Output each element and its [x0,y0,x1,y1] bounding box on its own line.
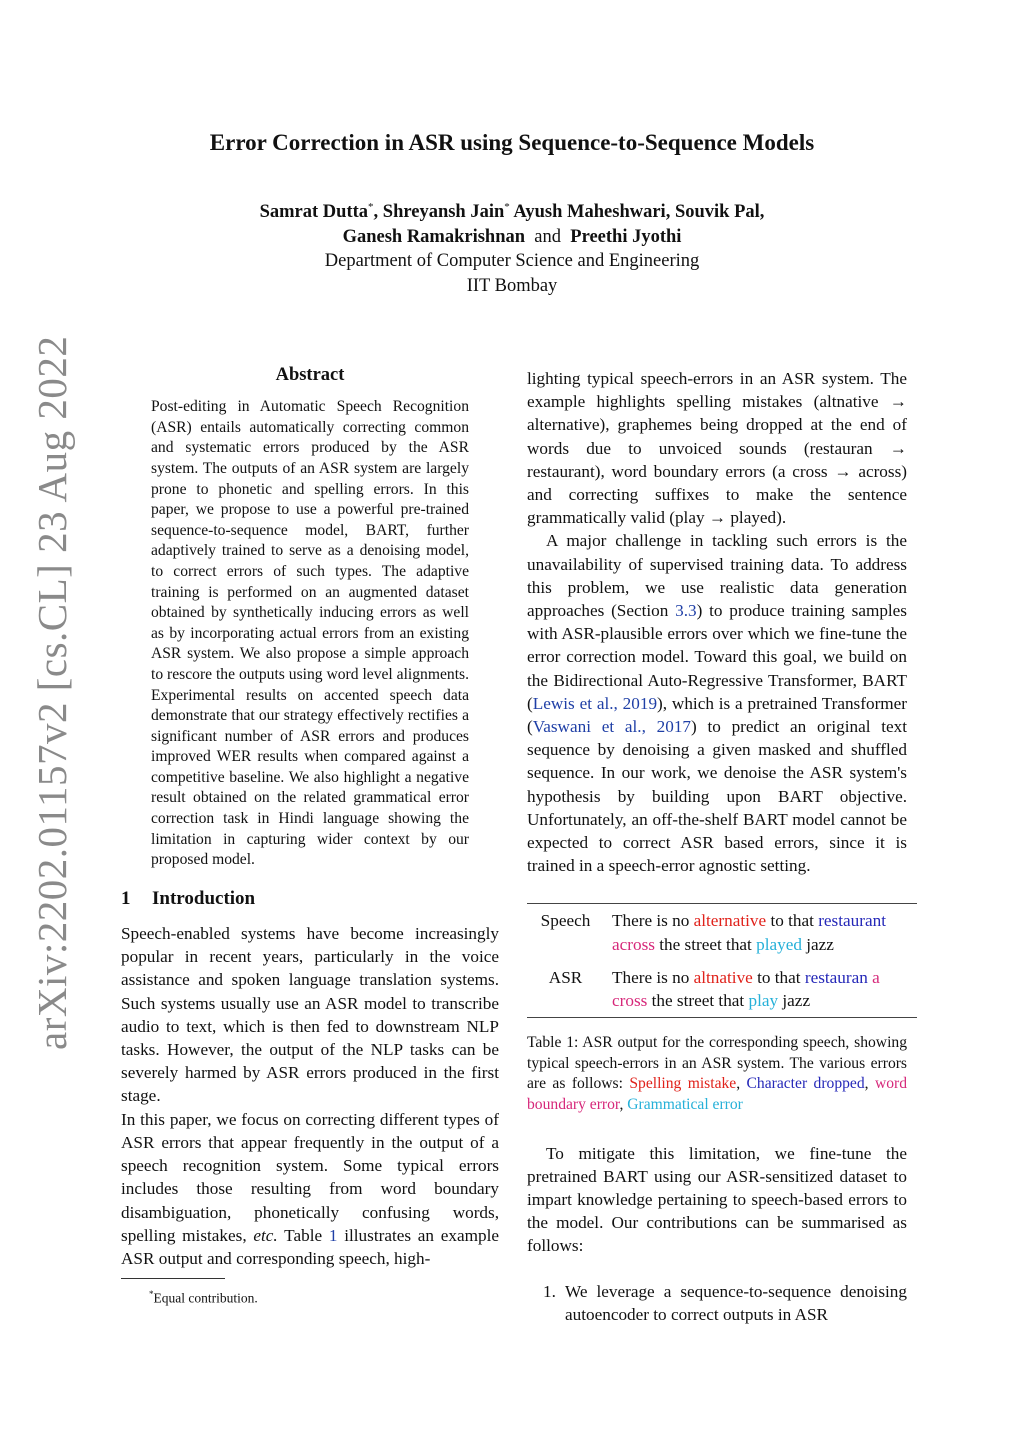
list-item [543,1280,907,1326]
institution: IIT Bombay [466,275,558,296]
author-name: Shreyansh Jain [382,202,505,222]
section-number: 1 [121,887,131,909]
author-name: Preethi Jyothi [570,226,682,247]
table-row-label: ASR [527,961,612,1018]
table-asr-text: There is no altnative to that restauran a cross the street that play jazz [612,961,917,1018]
author-line-1: Samrat Dutta*, Shreyansh Jain* Ayush Maheshwari, Souvik Pal, [259,200,765,222]
intro-paragraph-continued: lighting typical speech-errors in an ASR system. The example highlights spelling mistakes (altnative → alternative), graphemes being dropped at the end of words due to unvoiced sounds (restauran → restaurant), word boundary errors (a cross → across) and correcting suffixes to make the sentence grammatically valid (play → played). [527,369,907,528]
intro-paragraph-1: Speech-enabled systems have become increasingly popular in recent years, particularly in the voice assistance and spoken language translation systems. Such systems usually use an ASR model to transcribe audio to text, which is then fed to downstream NLP tasks. However, the output of the NLP tasks can be severely harmed by ASR errors produced in the first stage. [121,924,499,1106]
equal-contribution-mark: * [368,200,374,213]
list-item-number: 1. [543,1281,556,1301]
list-item-text: We leverage a sequence-to-sequence denoising autoencoder to correct outputs in ASR [565,1281,907,1324]
citation-lewis-link[interactable]: Lewis et al., 2019 [532,693,658,713]
intro-paragraph-2: In this paper, we focus on correcting different types of ASR errors that appear frequently in the output of a speech recognition system. Some typical errors includes those resulting from word boundary disambiguation, phonetically confusing words, spelling mistakes, etc. Table 1 illustrates an example ASR output and corresponding speech, high- [121,1109,499,1268]
section-title: Introduction [152,887,256,909]
table-1 [527,903,917,1018]
author-block [0,200,1024,298]
footnote: *Equal contribution. [149,1289,258,1306]
paper-title: Error Correction in ASR using Sequence-to-Sequence Models [209,130,815,155]
section-heading-introduction [121,887,499,910]
abstract-heading: Abstract [275,365,345,385]
arxiv-identifier[interactable]: arXiv:2202.01157v2 [cs.CL] 23 Aug 2022 [29,335,75,1050]
table-1-link[interactable]: 1 [328,1225,338,1245]
intro-paragraph-3: A major challenge in tackling such errors is the unavailability of supervised training data. To address this problem, we use realistic data generation approaches (Section 3.3) to produce training samples with ASR-plausible errors over which we fine-tune the error correction model. Toward this goal, we build on the Bidirectional Auto-Regressive Transformer, BART (Lewis et al., 2019), which is a pretrained Transformer (Vaswani et al., 2017) to predict an original text sequence by denoising a given masked and shuffled sequence. In our work, we denoise the ASR system's hypothesis by building upon BART objective. Unfortunately, an off-the-shelf BART model cannot be expected to correct ASR based errors, since it is trained in a speech-error agnostic setting. [527,531,908,876]
section-3-3-link[interactable]: 3.3 [675,601,697,621]
author-name: Ayush Maheshwari, Souvik Pal, [513,202,765,222]
affiliation: Department of Computer Science and Engineering [324,251,700,271]
citation-vaswani-link[interactable]: Vaswani et al., 2017 [532,717,691,737]
table-speech-text: There is no alternative to that restaurant across the street that played jazz [612,904,917,961]
author-line-2 [0,225,1024,250]
table-1-caption: Table 1: ASR output for the corresponding speech, showing typical speech-errors in an ASR system. The various errors are as follows: Spelling mistake, Character dropped, word boundary error, Grammatical error [527,1034,907,1114]
contribution-list [527,1280,907,1326]
author-conjunction: and [534,226,562,247]
table-row-asr [527,961,917,1018]
right-column [527,367,907,1326]
table-row-label: Speech [527,904,612,961]
footnote-rule [121,1278,225,1279]
intro-paragraph-4: To mitigate this limitation, we fine-tune the pretrained BART using our ASR-sensitized dataset to impart knowledge pertaining to speech-based errors to the model. Our contributions can be summarised as follows: [527,1143,907,1256]
equal-contribution-mark: * [504,200,510,213]
author-name: Samrat Dutta [259,202,369,222]
author-name: Ganesh Ramakrishnan [342,226,526,247]
abstract-text: Post-editing in Automatic Speech Recognition (ASR) entails automatically correcting common and systematic errors produced by the ASR system. The outputs of an ASR system are largely prone to phonetic and spelling errors. In this paper, we propose to use a powerful pre-trained sequence-to-sequence model, BART, further adaptively trained to serve as a denoising model, to correct errors of such types. The adaptive training is performed on an augmented dataset obtained by synthetically inducing errors as well as by incorporating actual errors from an existing ASR system. We also propose a simple approach to rescore the outputs using word level alignments. Experimental results on accented speech data demonstrate that our strategy effectively rectifies a significant number of ASR errors and produces improved WER results when compared against a competitive baseline. We also highlight a negative result obtained on the related grammatical error correction task in Hindi language showing the limitation in capturing wider context by our proposed model. [151,398,469,869]
table-row-speech [527,904,917,961]
left-column [121,364,499,1310]
